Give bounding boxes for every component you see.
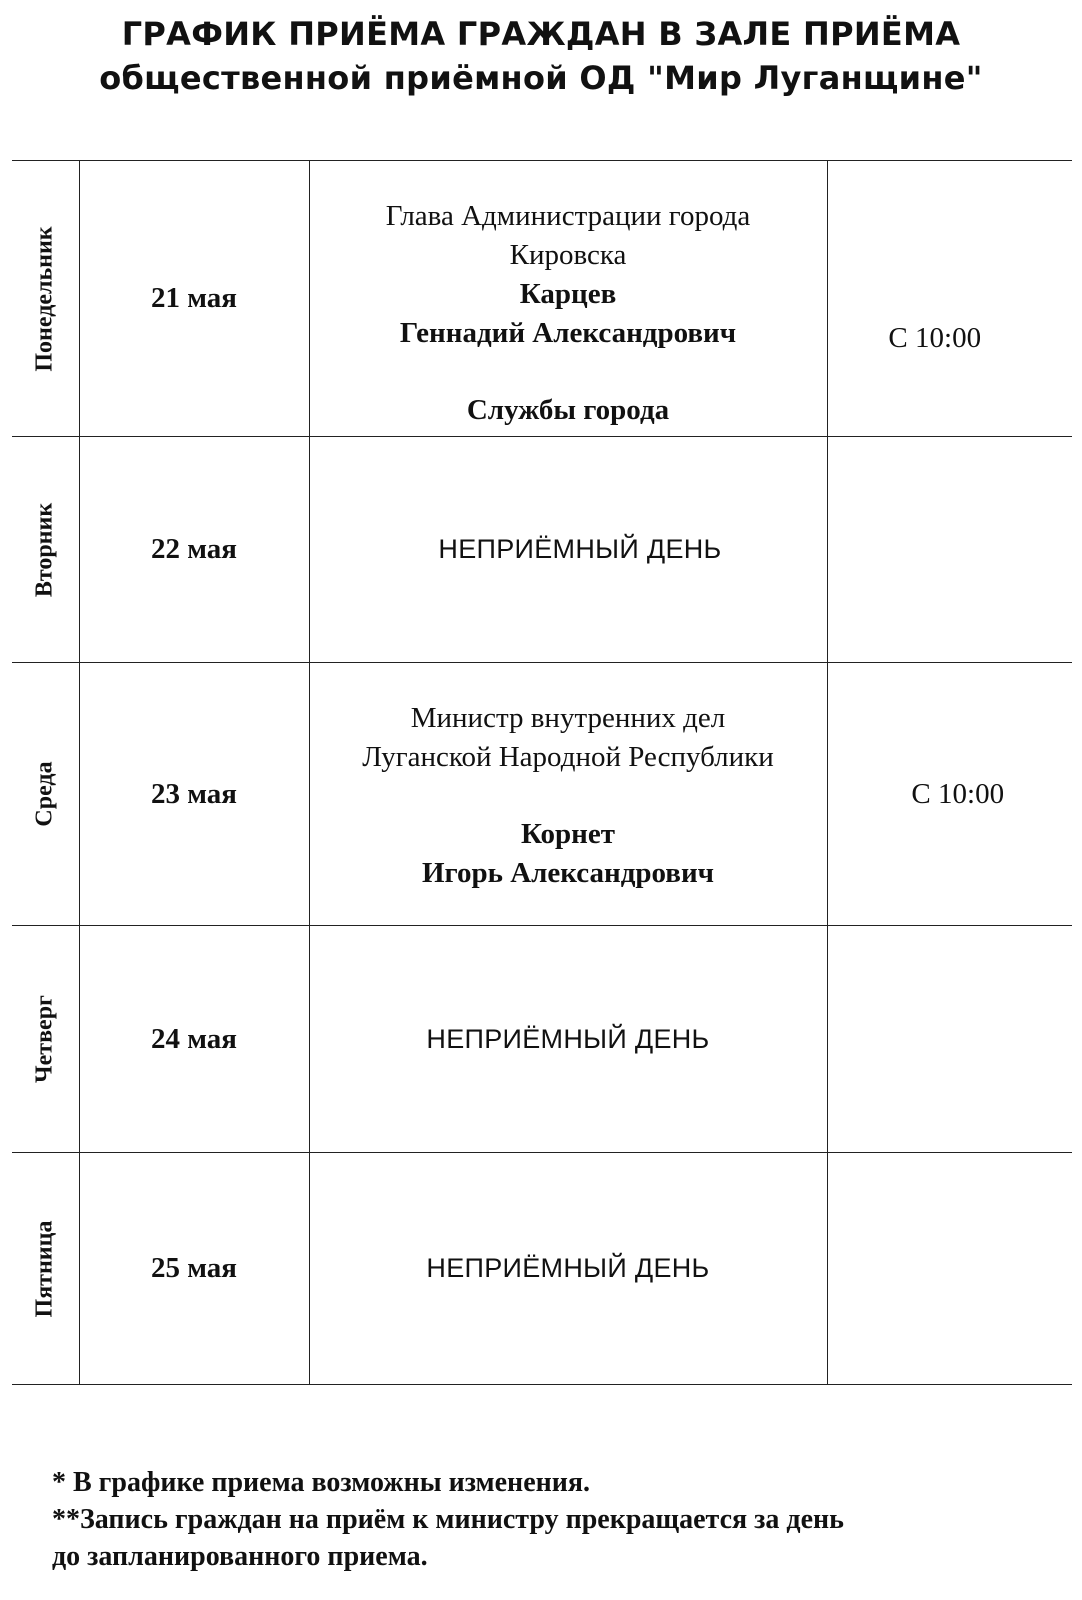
- time-cell: [827, 663, 1072, 926]
- page-title: [0, 12, 1082, 100]
- footnote-registration-cont: до запланированного приема.: [52, 1541, 428, 1572]
- official-position: Министр внутренних дел: [410, 702, 726, 734]
- time-cell: [827, 161, 1072, 437]
- reception-info: [309, 161, 827, 437]
- official-position: Луганской Народной Республики: [362, 741, 774, 773]
- official-surname: Карцев: [519, 278, 617, 310]
- date-cell: 24 мая: [79, 926, 309, 1153]
- reception-time: С 10:00: [888, 322, 982, 354]
- time-cell: [827, 926, 1072, 1153]
- non-reception-day: НЕПРИЁМНЫЙ ДЕНЬ: [309, 926, 827, 1153]
- official-surname: Корнет: [520, 818, 616, 850]
- title-line-2: общественной приёмной ОД "Мир Луганщине": [99, 59, 983, 97]
- day-cell: [12, 1153, 79, 1385]
- schedule-row-friday: [12, 1153, 1072, 1385]
- time-cell: [827, 437, 1072, 663]
- day-label: Четверг: [31, 995, 58, 1083]
- time-cell: [827, 1153, 1072, 1385]
- non-reception-day: НЕПРИЁМНЫЙ ДЕНЬ: [309, 1153, 827, 1385]
- day-cell: [12, 663, 79, 926]
- footnotes: [52, 1464, 1062, 1575]
- date-cell: 22 мая: [79, 437, 309, 663]
- day-label: Понедельник: [31, 225, 58, 372]
- official-name: Игорь Александрович: [421, 857, 715, 889]
- schedule-table: [12, 160, 1072, 1385]
- reception-info: [309, 663, 827, 926]
- official-position: Глава Администрации города: [385, 200, 751, 232]
- non-reception-day: НЕПРИЁМНЫЙ ДЕНЬ: [309, 437, 827, 663]
- reception-extra: Службы города: [466, 394, 670, 426]
- day-label: Пятница: [31, 1220, 58, 1317]
- reception-time: С 10:00: [911, 777, 1005, 810]
- date-cell: 25 мая: [79, 1153, 309, 1385]
- official-position: Кировска: [509, 239, 627, 271]
- day-cell: [12, 926, 79, 1153]
- day-label: Вторник: [31, 502, 58, 597]
- footnote-registration: **Запись граждан на приём к министру прекращается за день: [52, 1504, 844, 1535]
- day-cell: [12, 437, 79, 663]
- official-name: Геннадий Александрович: [399, 317, 737, 349]
- schedule-row-monday: [12, 161, 1072, 437]
- date-cell: 23 мая: [79, 663, 309, 926]
- day-label: Среда: [31, 761, 58, 827]
- date-cell: 21 мая: [79, 161, 309, 437]
- schedule-row-wednesday: [12, 663, 1072, 926]
- day-cell: [12, 161, 79, 437]
- footnote-changes: * В графике приема возможны изменения.: [52, 1467, 591, 1498]
- title-line-1: ГРАФИК ПРИЁМА ГРАЖДАН В ЗАЛЕ ПРИЁМА: [121, 15, 961, 53]
- schedule-row-thursday: [12, 926, 1072, 1153]
- schedule-row-tuesday: [12, 437, 1072, 663]
